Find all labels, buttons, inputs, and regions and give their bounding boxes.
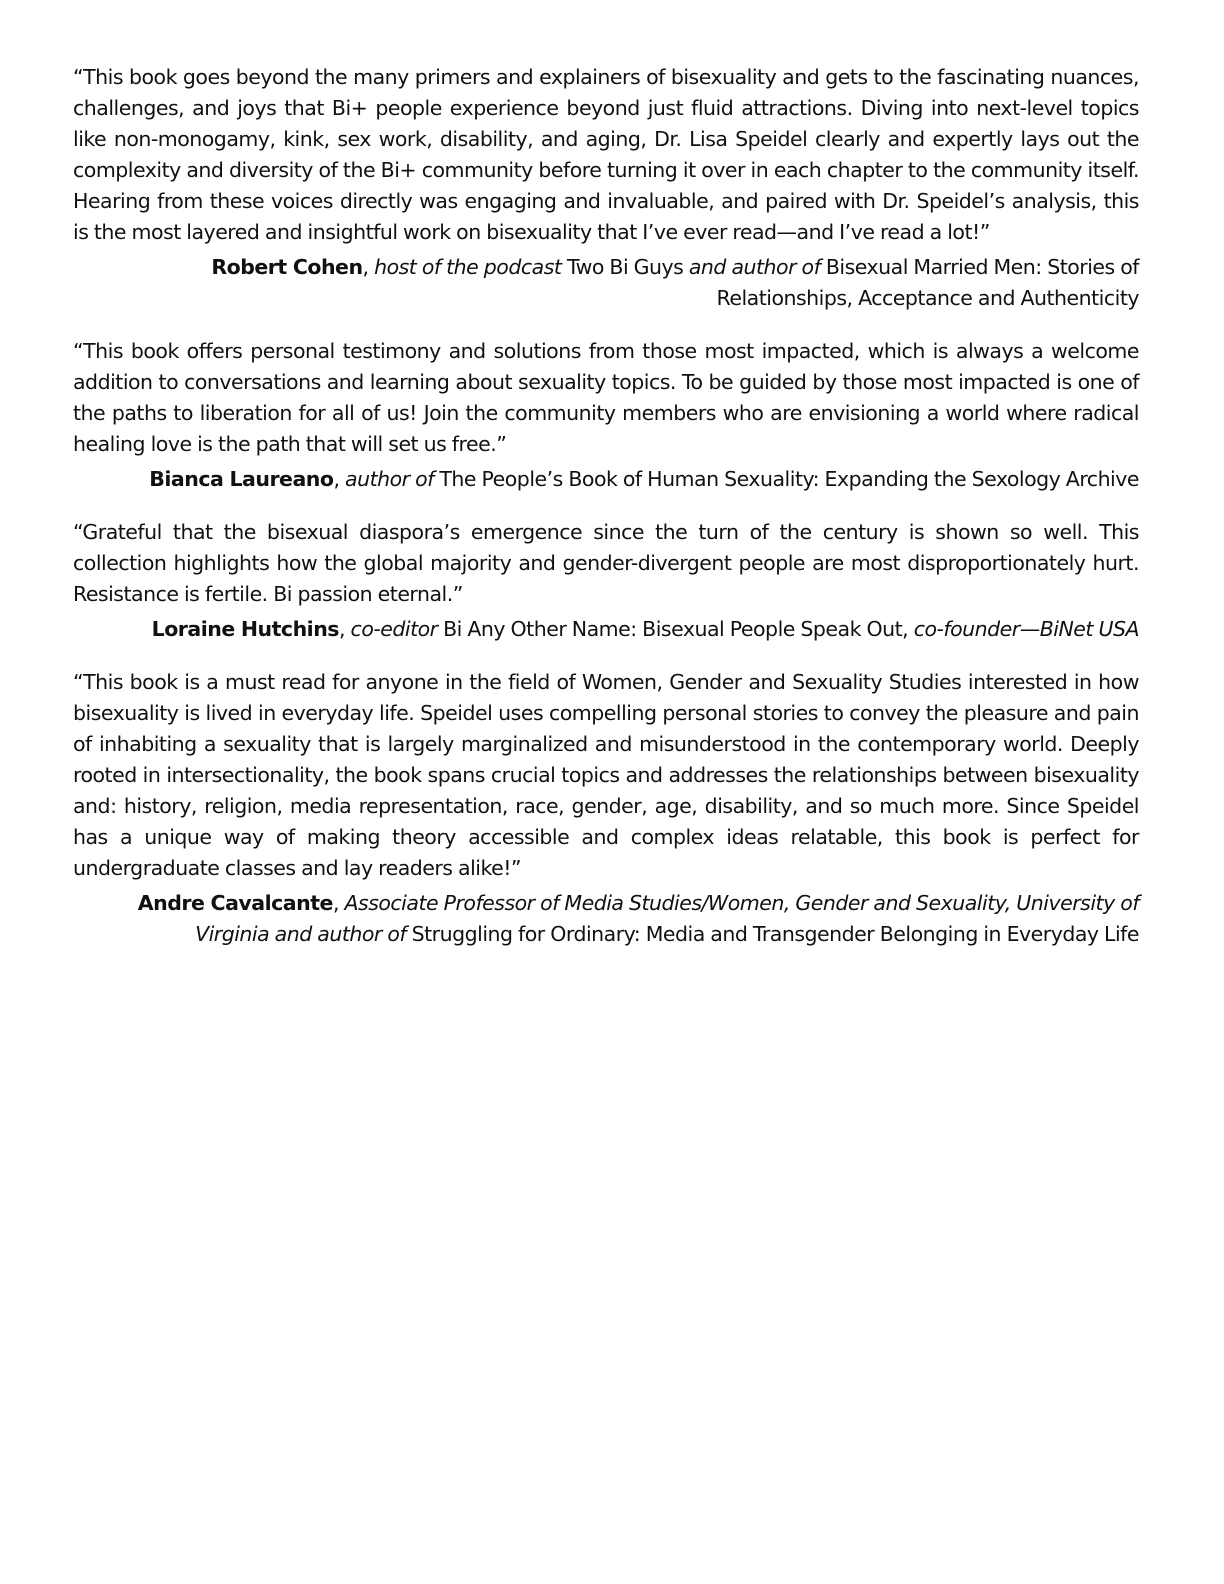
- endorsement-quote: “This book goes beyond the many primers and explainers of bisexuality and gets to the fascinating nuances, challenges, and joys that Bi+ people experience beyond just fluid attractions. Diving into next-level topics like non-monogamy, kink, sex work, disability, and aging, Dr. Lisa Speidel clearly and expertly lays out the complexity and diversity of the Bi+ community before turning it over in each chapter to the community itself. Hearing from these voices directly was engaging and invaluable, and paired with Dr. Speidel’s analysis, this is the most layered and insightful work on bisexuality that I’ve ever read—and I’ve read a lot!”: [73, 65, 1139, 244]
- work-title: The People’s Book of Human Sexuality: Expanding the Sexology Archive: [433, 467, 1139, 491]
- endorser-role: author of: [345, 467, 434, 491]
- endorsement-loraine-hutchins: [73, 517, 1139, 645]
- endorsement-quote: “This book offers personal testimony and solutions from those most impacted, which is always a welcome addition to conversations and learning about sexuality topics. To be guided by those most impacted is one of the paths to liberation for all of us! Join the community members who are envisioning a world where radical healing love is the path that will set us free.”: [73, 339, 1139, 456]
- endorser-role: Associate Professor of Media Studies/Women, Gender and Sexuality, University of Virginia and author of: [195, 891, 1139, 946]
- endorsements-page: [73, 62, 1139, 972]
- endorsement-quote: “Grateful that the bisexual diaspora’s emergence since the turn of the century is shown so well. This collection highlights how the global majority and gender-divergent people are most disproportionately hurt. Resistance is fertile. Bi passion eternal.”: [73, 520, 1139, 606]
- endorsement-attribution: Andre Cavalcante, Associate Professor of Media Studies/Women, Gender and Sexuality, University of Virginia and author of Struggling for Ordinary: Media and Transgender Belonging in Everyday Life: [137, 891, 1139, 946]
- endorser-name: Andre Cavalcante: [137, 891, 333, 915]
- endorser-role: and author of: [688, 255, 821, 279]
- endorsement-attribution: Robert Cohen, host of the podcast Two Bi Guys and author of Bisexual Married Men: Stories of Relationships, Acceptance and Authenticity: [211, 255, 1139, 310]
- endorser-role: co-founder—BiNet USA: [913, 617, 1139, 641]
- work-title: Struggling for Ordinary: Media and Transgender Belonging in Everyday Life: [406, 922, 1139, 946]
- endorser-name: Robert Cohen: [211, 255, 363, 279]
- endorser-role: host of the podcast: [374, 255, 562, 279]
- endorsement-bianca-laureano: [73, 336, 1139, 495]
- endorser-role: co-editor: [350, 617, 438, 641]
- work-title: Bi Any Other Name: Bisexual People Speak Out,: [437, 617, 914, 641]
- endorsement-andre-cavalcante: [73, 667, 1139, 950]
- endorsement-quote: “This book is a must read for anyone in the field of Women, Gender and Sexuality Studies interested in how bisexuality is lived in everyday life. Speidel uses compelling personal stories to convey the pleasure and pain of inhabiting a sexuality that is largely marginalized and misunderstood in the contemporary world. Deeply rooted in intersectionality, the book spans crucial topics and addresses the relationships between bisexuality and: history, religion, media representation, race, gender, age, disability, and so much more. Since Speidel has a unique way of making theory accessible and complex ideas relatable, this book is perfect for undergraduate classes and lay readers alike!”: [73, 670, 1139, 880]
- work-title: Bisexual Married Men: Stories of Relationships, Acceptance and Authenticity: [716, 255, 1139, 310]
- endorsement-robert-cohen: [73, 62, 1139, 314]
- endorsement-attribution: Loraine Hutchins, co-editor Bi Any Other Name: Bisexual People Speak Out, co-founder—BiNet USA: [151, 617, 1139, 641]
- endorser-name: Bianca Laureano: [149, 467, 334, 491]
- endorsement-attribution: Bianca Laureano, author of The People’s Book of Human Sexuality: Expanding the Sexology Archive: [149, 467, 1139, 491]
- endorser-name: Loraine Hutchins: [151, 617, 339, 641]
- work-title: Two Bi Guys: [561, 255, 689, 279]
